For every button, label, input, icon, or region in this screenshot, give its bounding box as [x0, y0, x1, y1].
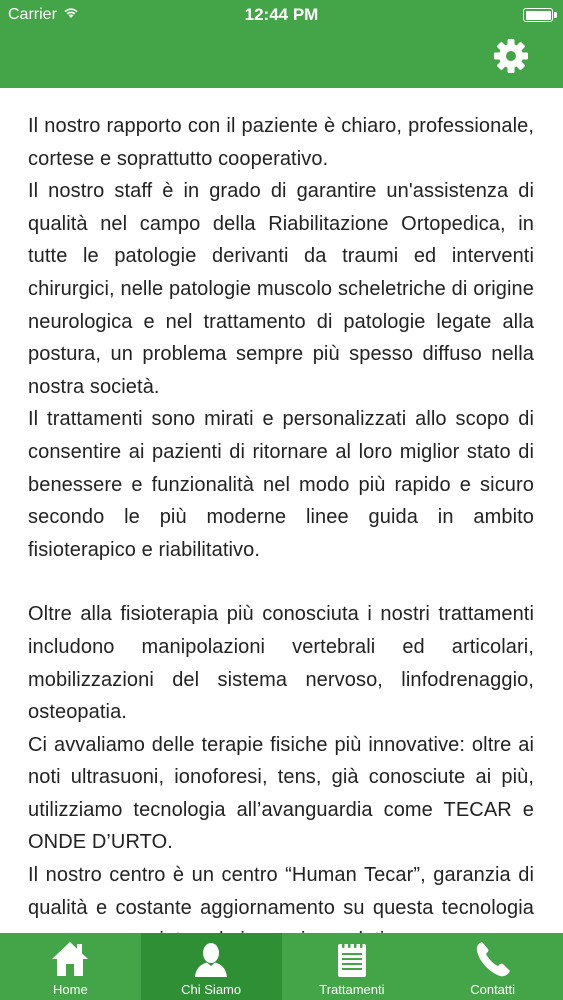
notepad-icon	[332, 939, 372, 982]
tab-contatti[interactable]	[422, 933, 563, 1000]
person-icon	[191, 939, 231, 982]
tab-label: Chi Siamo	[181, 982, 242, 997]
gear-icon	[493, 38, 529, 79]
battery-icon	[523, 8, 553, 22]
paragraph: Il nostro staff è in grado di garantire un'assistenza di qualità nel campo della Riabilitazione Ortopedica, in tutte le patologie derivanti da traumi ed interventi chirurgici, nelle patologie muscolo scheletriche di origine neurologica e nel trattamento di patologie legate alla postura, un problema sempre più spesso diffuso nella nostra società.	[28, 180, 534, 398]
paragraph: Il nostro centro è un centro “Human Tecar”, garanzia di qualità e costante aggiornamento su questa tecnologia	[28, 864, 534, 919]
tab-chi-siamo[interactable]	[141, 933, 282, 1000]
tab-label: Contatti	[470, 982, 516, 997]
tab-label: Home	[53, 982, 88, 997]
paragraph: Il trattamenti sono mirati e personalizzati allo scopo di consentire ai pazienti di ritornare al loro miglior stato di benessere e funzionalità nel modo più rapido e sicuro secondo le più moderne linee guida in ambito fisioterapico e riabilitativo.	[28, 408, 534, 561]
paragraph: Ci avvaliamo delle terapie fisiche più innovative: oltre ai noti ultrasuoni, ionoforesi, tens, già conosciute ai più, utilizziamo tecnologia all’avanguardia come TECAR e ONDE D’URTO.	[28, 733, 534, 854]
top-bar	[0, 0, 563, 88]
paragraph: Oltre alla fisioterapia più conosciuta i nostri trattamenti includono manipolazioni vertebrali ed articolari, mobilizzazioni del sistema nervoso, linfodrenaggio, osteopatia.	[28, 603, 534, 724]
tab-home[interactable]	[0, 933, 141, 1000]
status-bar	[0, 0, 563, 30]
settings-button[interactable]	[493, 40, 529, 76]
phone-icon	[473, 939, 513, 982]
content-scroll[interactable]	[28, 110, 534, 932]
paragraph: Il nostro rapporto con il paziente è chiaro, professionale, cortese e soprattutto cooperativo.	[28, 115, 534, 170]
tab-bar	[0, 933, 563, 1000]
tab-label: Trattamenti	[319, 982, 385, 997]
tab-trattamenti[interactable]	[282, 933, 423, 1000]
status-time: 12:44 PM	[244, 5, 319, 24]
carrier-label: Carrier	[8, 6, 57, 23]
home-icon	[50, 939, 90, 982]
